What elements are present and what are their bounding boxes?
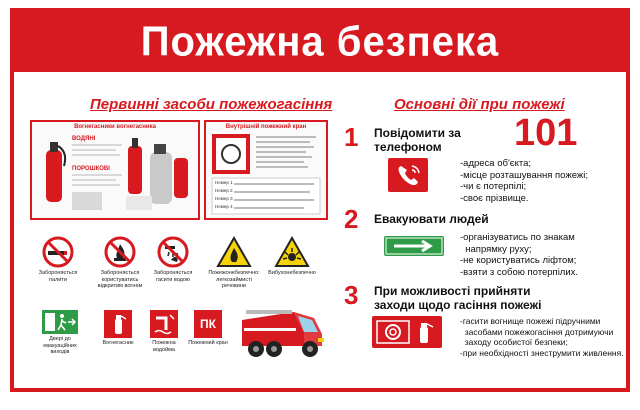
panel-sub2: ПОРОШКОВІ [72, 166, 110, 172]
page-title: Пожежна безпека [140, 18, 500, 65]
main-actions-title: Основні дії при пожежі [394, 96, 565, 113]
no-smoking-icon [42, 236, 74, 268]
extinguisher-sign-icon [104, 310, 132, 338]
step-1-title: Повідомити за телефоном [374, 126, 461, 154]
explosive-warning-icon [274, 236, 310, 268]
fire-water-reservoir-icon [150, 310, 178, 338]
no-water-extinguish-icon [157, 236, 189, 268]
extinguishers-illustration-icon [32, 122, 198, 218]
sign-no-open-flame: Забороняється користуватись відкритим вогнем [92, 236, 148, 290]
emergency-number-101: 101 [514, 112, 578, 154]
sign-no-smoking: Забороняється палити [36, 236, 80, 283]
extinguishers-panel [30, 120, 200, 220]
sign-explosive: Вибухонебезпечно [266, 236, 318, 277]
step-3-bullets: -гасити вогнище пожежі підручними засобами пожежогасіння дотримуючи заходу особистої безпеки; -при необхідності знеструмити живлення. [460, 316, 624, 358]
step-2-number: 2 [344, 204, 359, 234]
step-1-number: 1 [344, 122, 359, 152]
fire-hydrant-panel [204, 120, 328, 220]
evacuation-door-icon [42, 310, 78, 334]
step-2-title: Евакуювати людей [374, 212, 489, 226]
panel-sub1: ВОДЯНІ [72, 136, 96, 142]
step-2-bullets: -організуватись по знакам напрямку руху; -не користуватись ліфтом; -взяти з собою потерпілих. [460, 232, 579, 278]
hydrant-steps: Номер 1 Номер 2 Номер 3 Номер 4 [215, 180, 233, 209]
step-1-bullets: -адреса об'єкта; -місце розташування пожежі; -чи є потерпілі; -своє прізвище. [460, 158, 588, 204]
panel-title: Вогнегасники вогнегасника [74, 124, 156, 130]
phone-icon [388, 158, 428, 192]
sign-fire-hydrant: ПК Пожежний кран [188, 310, 228, 347]
sign-evacuation-door: Двері до евакуаційних виходів [36, 310, 84, 356]
primary-extinguishing-title: Первинні засоби пожежогасіння [90, 96, 333, 113]
header-banner [14, 12, 626, 72]
fire-hydrant-sign-icon: ПК [194, 310, 222, 338]
evacuation-arrow-icon [384, 236, 444, 256]
sign-no-water: Забороняється гасити водою [150, 236, 196, 283]
step-3-number: 3 [344, 280, 359, 310]
fire-truck-icon [234, 302, 330, 362]
step-3-title: При можливості прийняти заходи щодо гасіння пожежі [374, 284, 542, 312]
hose-extinguisher-icon [372, 316, 442, 348]
sign-extinguisher: Вогнегасник [98, 310, 138, 347]
fire-safety-poster [10, 8, 630, 392]
sign-water-reservoir: Пожежна водойма [144, 310, 184, 353]
panel-title: Внутрішній пожежний кран [225, 124, 307, 130]
flammable-warning-icon [216, 236, 252, 268]
sign-flammable: Пожежонебезпечно: легкозаймисті речовини [204, 236, 264, 290]
no-open-flame-icon [104, 236, 136, 268]
